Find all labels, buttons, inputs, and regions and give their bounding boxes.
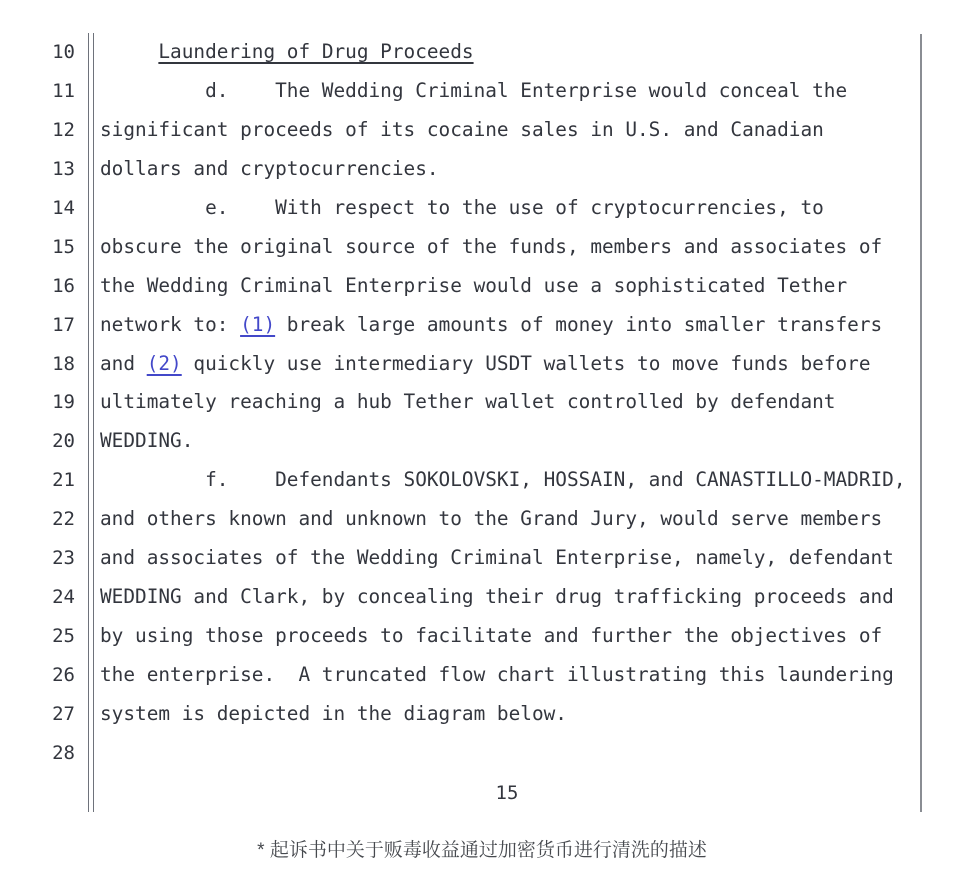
line-number: 26 [52, 664, 75, 686]
line-number: 18 [52, 352, 75, 375]
document-lines [0, 33, 920, 773]
line-text [88, 383, 920, 422]
page-right-rule [920, 34, 922, 812]
document-line [0, 228, 920, 267]
text-segment: quickly use intermediary USDT wallets to move funds before [181, 351, 871, 375]
line-text [88, 656, 920, 695]
line-number: 19 [52, 391, 75, 414]
line-text [88, 33, 920, 72]
text-segment: by using those proceeds to facilitate and further the objectives of [100, 624, 883, 648]
line-number: 13 [52, 157, 75, 180]
line-number: 12 [52, 118, 75, 141]
line-text [88, 267, 920, 306]
line-number: 17 [52, 313, 75, 336]
line-text [88, 617, 920, 656]
text-segment: the enterprise. A truncated flow chart illustrating this laundering [100, 663, 894, 686]
line-text [88, 345, 920, 384]
line-number: 14 [52, 196, 75, 219]
text-segment: dollars and cryptocurrencies. [100, 156, 439, 180]
line-text [88, 695, 920, 734]
document-line [0, 422, 920, 461]
line-number: 22 [52, 508, 75, 531]
text-segment: and associates of the Wedding Criminal Enterprise, namely, defendant [100, 546, 894, 570]
line-number: 15 [52, 235, 75, 258]
document-line [0, 617, 920, 656]
line-text [88, 189, 920, 228]
line-number: 10 [52, 41, 75, 63]
document-line [0, 345, 920, 384]
text-segment: system is depicted in the diagram below. [100, 701, 567, 725]
text-segment: f. Defendants SOKOLOVSKI, HOSSAIN, and CANASTILLO-MADRID, [100, 468, 906, 492]
line-text [88, 734, 920, 773]
line-text [88, 578, 920, 617]
line-text [88, 228, 920, 267]
text-segment: the Wedding Criminal Enterprise would use a sophisticated Tether [100, 273, 848, 297]
text-segment: e. With respect to the use of cryptocurrencies, to [100, 195, 824, 219]
line-number: 28 [52, 741, 75, 764]
text-segment: and [100, 351, 147, 375]
image-caption: * 起诉书中关于贩毒收益通过加密货币进行清洗的描述 [257, 840, 707, 861]
text-segment: ultimately reaching a hub Tether wallet controlled by defendant [100, 390, 836, 414]
document-line [0, 306, 920, 345]
line-text [88, 111, 920, 150]
section-heading: Laundering of Drug Proceeds [158, 40, 474, 63]
line-text [88, 500, 920, 539]
document-line [0, 111, 920, 150]
line-text [88, 422, 920, 461]
document-line [0, 656, 920, 695]
line-number: 27 [52, 702, 75, 725]
document-line [0, 695, 920, 734]
text-segment: break large amounts of money into smaller transfers [275, 312, 883, 336]
line-number: 21 [52, 469, 75, 492]
document-line [0, 461, 920, 500]
text-segment [100, 40, 158, 63]
line-text [88, 539, 920, 578]
text-segment: WEDDING and Clark, by concealing their drug trafficking proceeds and [100, 585, 894, 609]
line-text [88, 461, 920, 500]
text-segment: network to: [100, 312, 241, 336]
inline-reference-link[interactable]: (2) [146, 351, 182, 375]
text-segment: and others known and unknown to the Grand Jury, would serve members [100, 507, 883, 531]
document-line [0, 189, 920, 228]
document-line [0, 734, 920, 773]
line-number: 11 [52, 79, 75, 102]
line-number: 23 [52, 547, 75, 570]
document-line [0, 383, 920, 422]
document-line [0, 150, 920, 189]
document-line [0, 578, 920, 617]
text-segment: d. The Wedding Criminal Enterprise would conceal the [100, 78, 848, 102]
text-segment: WEDDING. [100, 429, 194, 453]
line-number: 24 [52, 586, 75, 609]
line-text [88, 72, 920, 111]
document-line [0, 72, 920, 111]
line-number: 16 [52, 274, 75, 297]
line-number: 20 [52, 430, 75, 453]
document-line [0, 500, 920, 539]
document-line [0, 267, 920, 306]
document-line [0, 539, 920, 578]
text-segment: obscure the original source of the funds, members and associates of [100, 234, 883, 258]
line-number: 25 [52, 625, 75, 648]
text-segment: significant proceeds of its cocaine sales in U.S. and Canadian [100, 117, 824, 141]
inline-reference-link[interactable]: (1) [240, 312, 276, 336]
page-number: 15 [495, 782, 519, 804]
line-text [88, 306, 920, 345]
line-text [88, 150, 920, 189]
document-line [0, 33, 920, 72]
